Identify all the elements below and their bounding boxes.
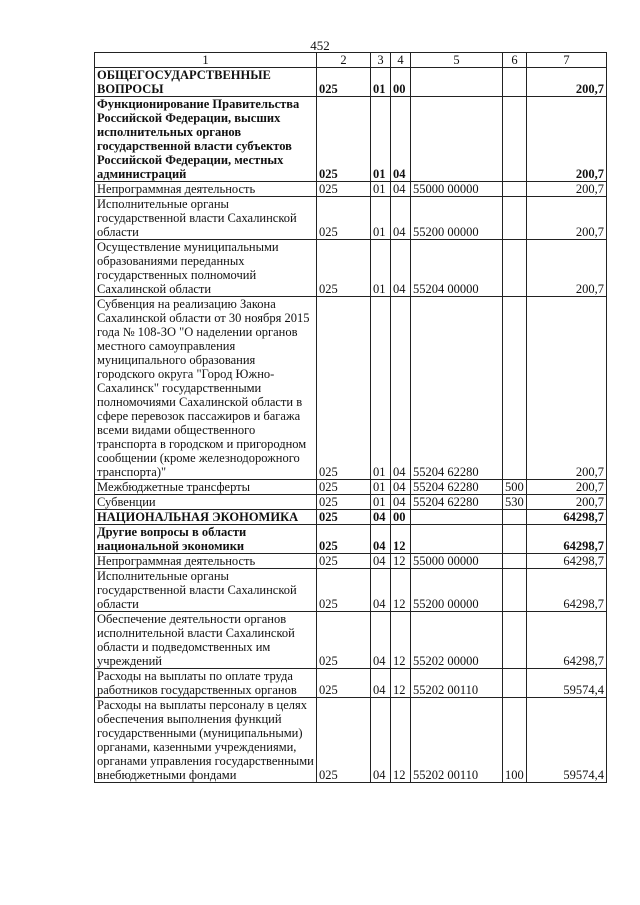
row-name: Непрограммная деятельность (95, 554, 317, 569)
row-amount: 200,7 (527, 495, 607, 510)
row-amount: 200,7 (527, 68, 607, 97)
row-target-article (411, 68, 503, 97)
row-name: ОБЩЕГОСУДАРСТВЕННЫЕ ВОПРОСЫ (95, 68, 317, 97)
row-expense-type (503, 525, 527, 554)
row-target-article: 55202 00110 (411, 669, 503, 698)
row-expense-type: 530 (503, 495, 527, 510)
row-section: 04 (371, 612, 391, 669)
row-amount: 64298,7 (527, 612, 607, 669)
row-expense-type (503, 197, 527, 240)
table-row (95, 698, 607, 783)
row-name: Непрограммная деятельность (95, 182, 317, 197)
column-header: 5 (411, 53, 503, 68)
column-header: 3 (371, 53, 391, 68)
row-amount: 200,7 (527, 480, 607, 495)
row-target-article (411, 525, 503, 554)
row-subsection: 04 (391, 240, 411, 297)
row-subsection: 12 (391, 612, 411, 669)
row-target-article: 55204 00000 (411, 240, 503, 297)
row-gr-code: 025 (317, 669, 371, 698)
row-subsection: 12 (391, 569, 411, 612)
row-expense-type (503, 612, 527, 669)
row-subsection: 12 (391, 669, 411, 698)
column-header: 4 (391, 53, 411, 68)
row-target-article (411, 97, 503, 182)
row-name: Расходы на выплаты персоналу в целях обеспечения выполнения функций государственными (муниципальными) органами, казенными учреждениями, органами управления государственными внебюджетными фондами (95, 698, 317, 783)
row-name: Межбюджетные трансферты (95, 480, 317, 495)
row-name: Исполнительные органы государственной власти Сахалинской области (95, 569, 317, 612)
header-row (95, 53, 607, 68)
row-name: Осуществление муниципальными образованиями переданных государственных полномочий Сахалинской области (95, 240, 317, 297)
row-subsection: 00 (391, 68, 411, 97)
row-gr-code: 025 (317, 480, 371, 495)
table-row (95, 569, 607, 612)
row-section: 01 (371, 297, 391, 480)
row-section: 04 (371, 698, 391, 783)
row-name: Обеспечение деятельности органов исполнительной власти Сахалинской области и подведомственных им учреждений (95, 612, 317, 669)
row-section: 01 (371, 197, 391, 240)
column-header: 2 (317, 53, 371, 68)
row-name: Исполнительные органы государственной власти Сахалинской области (95, 197, 317, 240)
row-section: 01 (371, 68, 391, 97)
row-target-article: 55202 00000 (411, 612, 503, 669)
table-row (95, 510, 607, 525)
row-subsection: 12 (391, 554, 411, 569)
row-gr-code: 025 (317, 554, 371, 569)
row-amount: 200,7 (527, 297, 607, 480)
row-section: 01 (371, 480, 391, 495)
row-section: 04 (371, 669, 391, 698)
table-row (95, 554, 607, 569)
row-subsection: 00 (391, 510, 411, 525)
row-subsection: 04 (391, 197, 411, 240)
row-name: НАЦИОНАЛЬНАЯ ЭКОНОМИКА (95, 510, 317, 525)
row-amount: 64298,7 (527, 525, 607, 554)
row-section: 01 (371, 240, 391, 297)
row-name: Функционирование Правительства Российской Федерации, высших исполнительных органов государственной власти субъектов Российской Федерации, местных администраций (95, 97, 317, 182)
table-row (95, 612, 607, 669)
row-expense-type (503, 554, 527, 569)
row-target-article: 55204 62280 (411, 297, 503, 480)
table-row (95, 182, 607, 197)
row-subsection: 12 (391, 525, 411, 554)
row-subsection: 04 (391, 297, 411, 480)
row-section: 04 (371, 510, 391, 525)
table-row (95, 480, 607, 495)
row-gr-code: 025 (317, 495, 371, 510)
row-target-article: 55200 00000 (411, 569, 503, 612)
column-header: 7 (527, 53, 607, 68)
row-expense-type (503, 182, 527, 197)
row-section: 04 (371, 554, 391, 569)
row-expense-type (503, 240, 527, 297)
row-gr-code: 025 (317, 68, 371, 97)
row-expense-type: 100 (503, 698, 527, 783)
row-gr-code: 025 (317, 569, 371, 612)
row-subsection: 04 (391, 97, 411, 182)
table-row (95, 669, 607, 698)
row-amount: 200,7 (527, 197, 607, 240)
row-expense-type (503, 68, 527, 97)
row-expense-type (503, 297, 527, 480)
row-gr-code: 025 (317, 698, 371, 783)
row-section: 01 (371, 97, 391, 182)
row-gr-code: 025 (317, 197, 371, 240)
row-subsection: 12 (391, 698, 411, 783)
column-header: 6 (503, 53, 527, 68)
table-row (95, 97, 607, 182)
row-gr-code: 025 (317, 510, 371, 525)
table-row (95, 525, 607, 554)
row-section: 04 (371, 569, 391, 612)
row-gr-code: 025 (317, 97, 371, 182)
row-amount: 59574,4 (527, 669, 607, 698)
row-amount: 200,7 (527, 182, 607, 197)
row-amount: 59574,4 (527, 698, 607, 783)
row-subsection: 04 (391, 495, 411, 510)
row-name: Субвенция на реализацию Закона Сахалинской области от 30 ноября 2015 года № 108-ЗО "О наделении органов местного самоуправления муниципального образования городского округа "Город Южно-Сахалинск" государственными полномочиями Сахалинской области в сфере перевозок пассажиров и багажа всеми видами общественного транспорта в городском и пригородном сообщении (кроме железнодорожного транспорта)" (95, 297, 317, 480)
row-gr-code: 025 (317, 182, 371, 197)
row-gr-code: 025 (317, 240, 371, 297)
row-expense-type (503, 510, 527, 525)
row-target-article: 55202 00110 (411, 698, 503, 783)
row-subsection: 04 (391, 480, 411, 495)
row-target-article: 55204 62280 (411, 480, 503, 495)
budget-table (94, 52, 607, 783)
row-target-article: 55000 00000 (411, 182, 503, 197)
row-target-article: 55204 62280 (411, 495, 503, 510)
table-row (95, 68, 607, 97)
row-expense-type: 500 (503, 480, 527, 495)
row-gr-code: 025 (317, 525, 371, 554)
table-row (95, 297, 607, 480)
page-number: 452 (310, 38, 330, 53)
column-header: 1 (95, 53, 317, 68)
row-name: Другие вопросы в области национальной экономики (95, 525, 317, 554)
row-amount: 64298,7 (527, 554, 607, 569)
row-expense-type (503, 669, 527, 698)
row-section: 04 (371, 525, 391, 554)
row-gr-code: 025 (317, 612, 371, 669)
row-target-article: 55200 00000 (411, 197, 503, 240)
row-amount: 64298,7 (527, 510, 607, 525)
row-expense-type (503, 97, 527, 182)
row-target-article: 55000 00000 (411, 554, 503, 569)
row-section: 01 (371, 495, 391, 510)
row-target-article (411, 510, 503, 525)
table-row (95, 495, 607, 510)
row-name: Расходы на выплаты по оплате труда работников государственных органов (95, 669, 317, 698)
row-gr-code: 025 (317, 297, 371, 480)
table-row (95, 240, 607, 297)
row-expense-type (503, 569, 527, 612)
table-row (95, 197, 607, 240)
row-name: Субвенции (95, 495, 317, 510)
row-subsection: 04 (391, 182, 411, 197)
row-amount: 64298,7 (527, 569, 607, 612)
row-amount: 200,7 (527, 97, 607, 182)
row-section: 01 (371, 182, 391, 197)
row-amount: 200,7 (527, 240, 607, 297)
